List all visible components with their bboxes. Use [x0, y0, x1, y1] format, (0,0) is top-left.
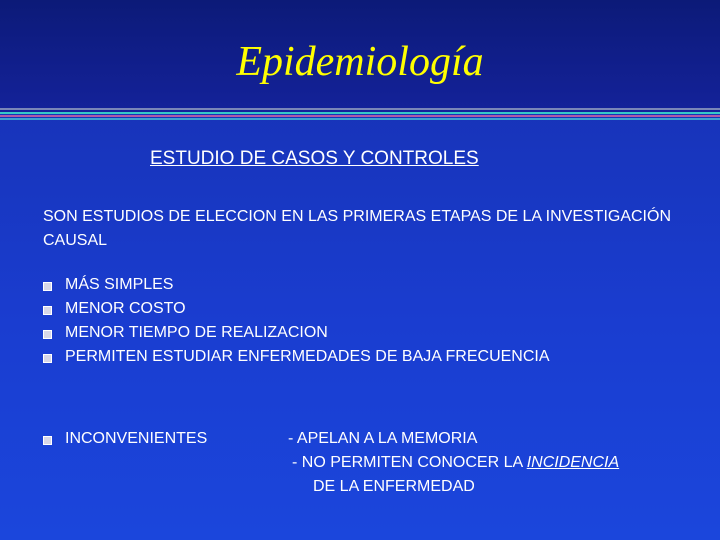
- stripe: [0, 115, 720, 117]
- slide-title: Epidemiología: [236, 39, 484, 85]
- inconvenientes-label: INCONVENIENTES: [65, 430, 208, 447]
- decorative-stripes: [0, 108, 720, 122]
- intro-text: SON ESTUDIOS DE ELECCION EN LAS PRIMERAS ETAPAS DE LA INVESTIGACIÓN CAUSAL: [43, 208, 671, 249]
- square-bullet-icon: [43, 330, 52, 339]
- list-item-label: PERMITEN ESTUDIAR ENFERMEDADES DE BAJA FRECUENCIA: [65, 348, 550, 365]
- stripe: [0, 108, 720, 110]
- square-bullet-icon: [43, 354, 52, 363]
- square-bullet-icon: [43, 282, 52, 291]
- stripe: [0, 118, 720, 120]
- list-item-label: MÁS SIMPLES: [65, 276, 174, 293]
- detail-line-memoria: - APELAN A LA MEMORIA: [288, 430, 478, 447]
- list-item-label: MENOR COSTO: [65, 300, 186, 317]
- incidencia-emphasis: INCIDENCIA: [526, 454, 620, 471]
- detail-line-incidencia: [288, 451, 619, 475]
- square-bullet-icon: [43, 436, 52, 445]
- detail-line-prefix: - NO PERMITEN CONOCER LA: [292, 454, 527, 471]
- stripe: [0, 112, 720, 114]
- list-item-label: MENOR TIEMPO DE REALIZACION: [65, 324, 328, 341]
- detail-line-enfermedad: DE LA ENFERMEDAD: [313, 478, 475, 495]
- slide-subtitle: ESTUDIO DE CASOS Y CONTROLES: [150, 148, 479, 169]
- square-bullet-icon: [43, 306, 52, 315]
- inconvenientes-details: [288, 427, 619, 499]
